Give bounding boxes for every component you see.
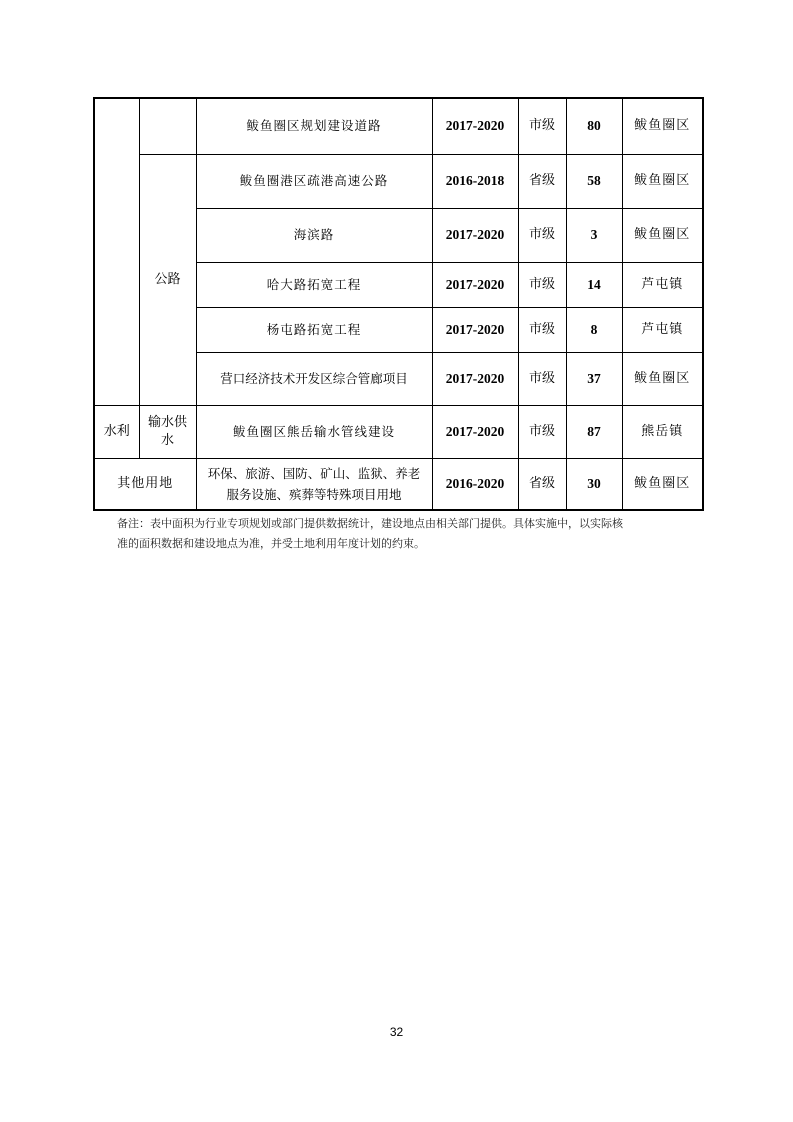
period-cell: 2017-2020 bbox=[432, 98, 518, 154]
period-cell: 2017-2020 bbox=[432, 262, 518, 307]
table-row bbox=[94, 98, 703, 154]
location-cell: 鲅鱼圈区 bbox=[622, 208, 703, 262]
period-cell: 2017-2020 bbox=[432, 208, 518, 262]
category-cell: 其他用地 bbox=[94, 458, 196, 510]
project-name: 环保、旅游、国防、矿山、监狱、养老服务设施、殡葬等特殊项目用地 bbox=[196, 458, 432, 510]
project-name: 海滨路 bbox=[196, 208, 432, 262]
level-cell: 省级 bbox=[518, 154, 566, 208]
location-cell: 芦屯镇 bbox=[622, 262, 703, 307]
area-cell: 37 bbox=[566, 352, 622, 405]
level-cell: 市级 bbox=[518, 262, 566, 307]
page-number: 32 bbox=[389, 1025, 404, 1039]
location-cell: 鲅鱼圈区 bbox=[622, 98, 703, 154]
category-cell bbox=[94, 98, 139, 405]
project-land-table bbox=[93, 97, 704, 511]
level-cell: 市级 bbox=[518, 405, 566, 458]
footnote-line: 备注：表中面积为行业专项规划或部门提供数据统计，建设地点由相关部门提供。具体实施中，以实际核 bbox=[117, 517, 623, 530]
period-cell: 2016-2018 bbox=[432, 154, 518, 208]
level-cell: 市级 bbox=[518, 98, 566, 154]
project-name: 鲅鱼圈区熊岳输水管线建设 bbox=[196, 405, 432, 458]
table-row bbox=[94, 405, 703, 458]
area-cell: 87 bbox=[566, 405, 622, 458]
location-cell: 鲅鱼圈区 bbox=[622, 352, 703, 405]
project-name: 鲅鱼圈区规划建设道路 bbox=[196, 98, 432, 154]
location-cell: 鲅鱼圈区 bbox=[622, 154, 703, 208]
period-cell: 2017-2020 bbox=[432, 307, 518, 352]
period-cell: 2017-2020 bbox=[432, 352, 518, 405]
period-cell: 2016-2020 bbox=[432, 458, 518, 510]
project-name: 哈大路拓宽工程 bbox=[196, 262, 432, 307]
area-cell: 3 bbox=[566, 208, 622, 262]
project-name: 营口经济技术开发区综合管廊项目 bbox=[196, 352, 432, 405]
period-cell: 2017-2020 bbox=[432, 405, 518, 458]
level-cell: 市级 bbox=[518, 352, 566, 405]
subcategory-cell: 输水供水 bbox=[139, 405, 196, 458]
table-row bbox=[94, 154, 703, 208]
area-cell: 30 bbox=[566, 458, 622, 510]
footnote-line: 准的面积数据和建设地点为准，并受土地利用年度计划的约束。 bbox=[117, 537, 425, 550]
table-row bbox=[94, 458, 703, 510]
category-cell: 水利 bbox=[94, 405, 139, 458]
area-cell: 8 bbox=[566, 307, 622, 352]
area-cell: 80 bbox=[566, 98, 622, 154]
subcategory-cell bbox=[139, 98, 196, 154]
area-cell: 58 bbox=[566, 154, 622, 208]
table-footnote bbox=[117, 514, 717, 554]
project-name: 杨屯路拓宽工程 bbox=[196, 307, 432, 352]
level-cell: 省级 bbox=[518, 458, 566, 510]
level-cell: 市级 bbox=[518, 208, 566, 262]
location-cell: 鲅鱼圈区 bbox=[622, 458, 703, 510]
location-cell: 芦屯镇 bbox=[622, 307, 703, 352]
area-cell: 14 bbox=[566, 262, 622, 307]
subcategory-cell: 公路 bbox=[139, 154, 196, 405]
level-cell: 市级 bbox=[518, 307, 566, 352]
location-cell: 熊岳镇 bbox=[622, 405, 703, 458]
project-name: 鲅鱼圈港区疏港高速公路 bbox=[196, 154, 432, 208]
